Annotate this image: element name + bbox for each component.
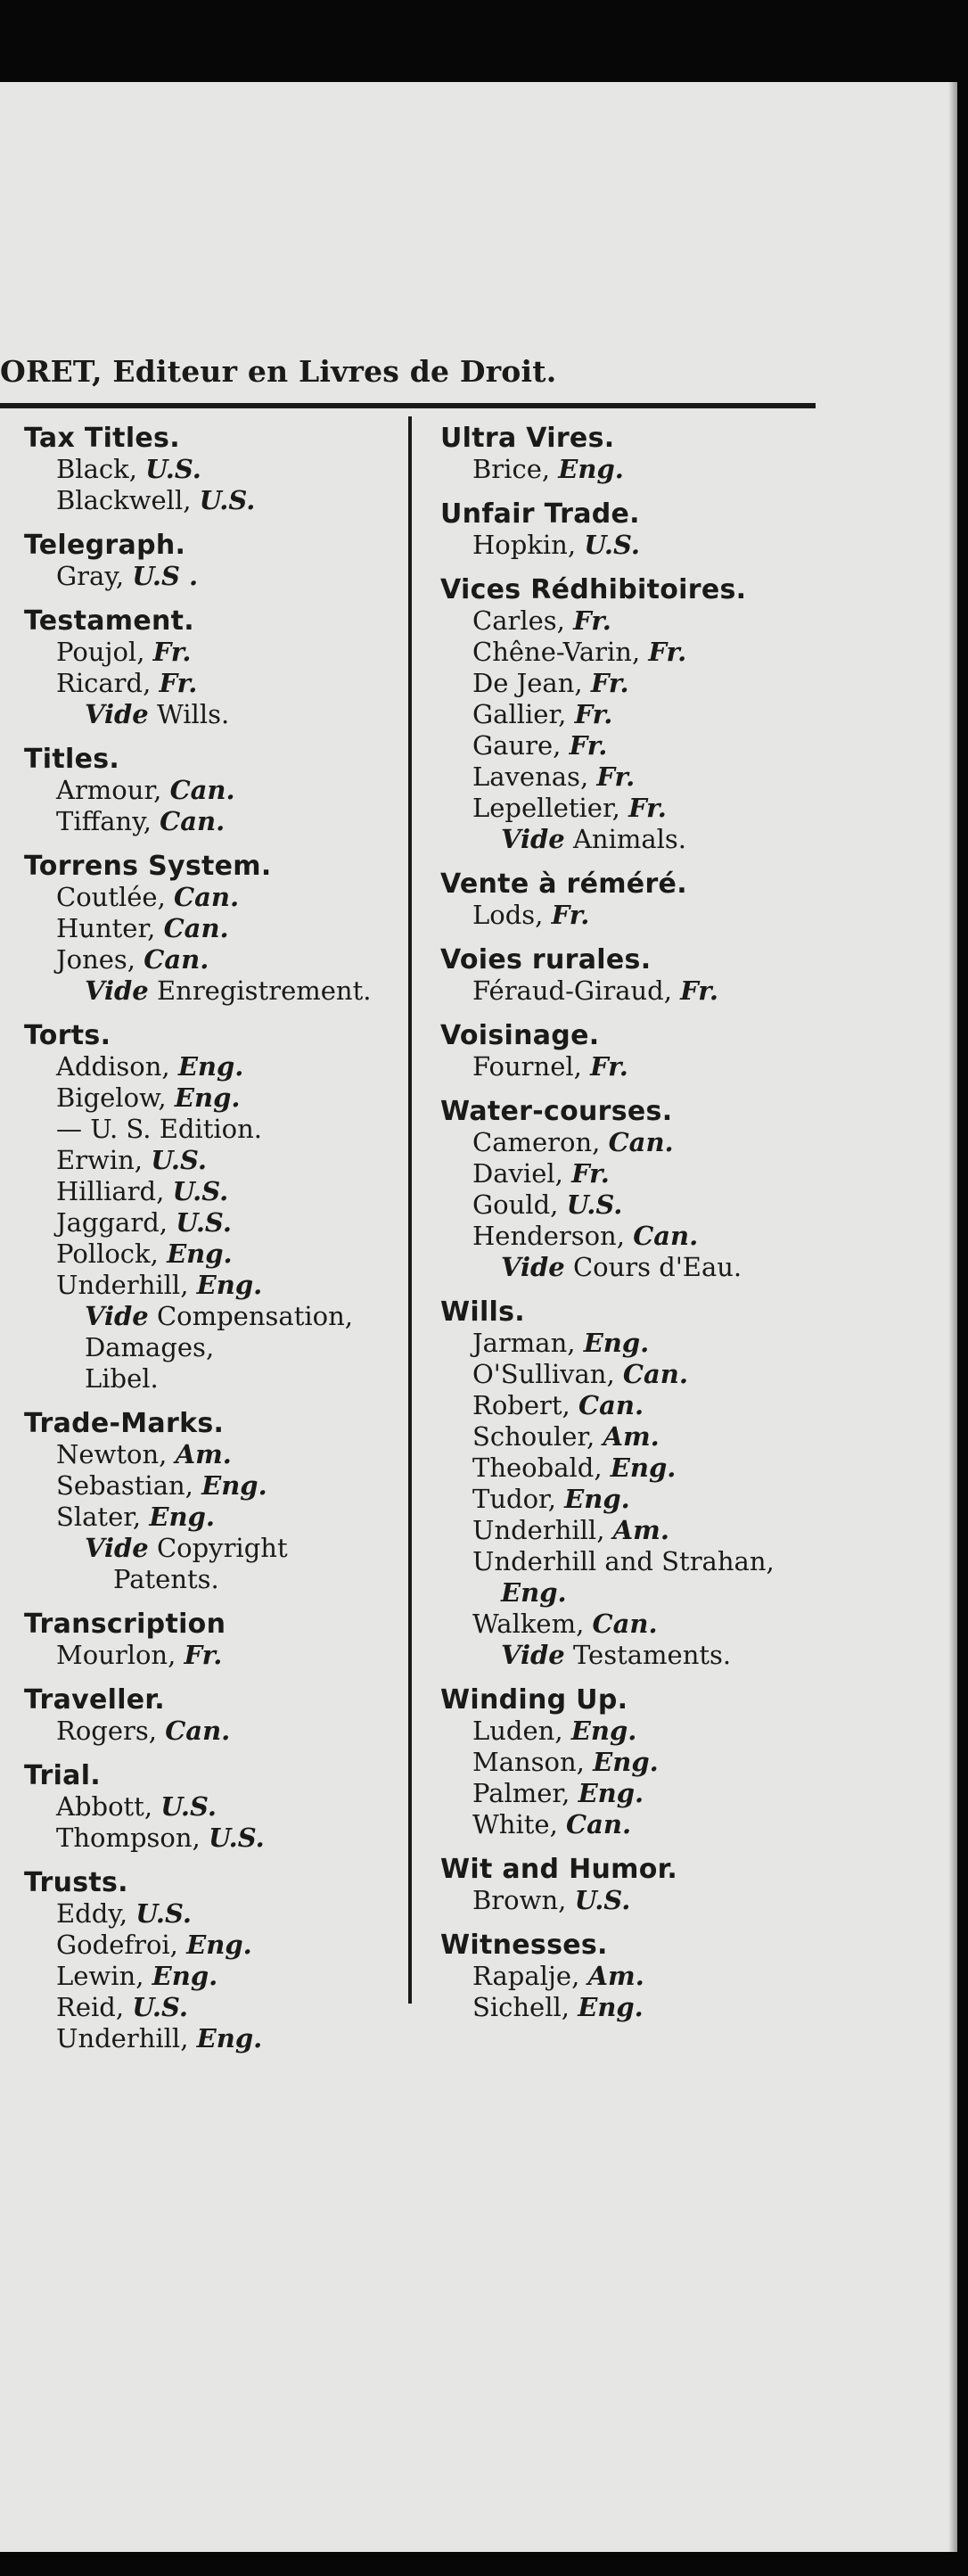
- author-reference: [440, 1328, 815, 1359]
- jurisdiction: Fr.: [680, 975, 718, 1006]
- author-name: Godefroi,: [56, 1930, 178, 1960]
- author-reference: [24, 1823, 398, 1854]
- author-name: Armour,: [56, 775, 162, 805]
- author-name: O'Sullivan,: [472, 1359, 615, 1389]
- jurisdiction: Fr.: [159, 668, 198, 698]
- author-reference: [440, 530, 815, 561]
- index-entry: [24, 851, 398, 1007]
- column-divider: [408, 416, 412, 2004]
- jurisdiction: U.S.: [176, 1207, 232, 1238]
- author-name: Tudor,: [472, 1484, 556, 1514]
- jurisdiction: Can.: [578, 1390, 644, 1420]
- index-entry: [440, 1930, 815, 2023]
- index-entry: [24, 530, 398, 592]
- author-reference: [24, 1114, 398, 1145]
- author-name: Robert,: [472, 1390, 570, 1420]
- entry-heading: Traveller.: [24, 1684, 165, 1716]
- author-reference: [24, 1270, 398, 1301]
- page-edge: [948, 82, 957, 2552]
- author-reference: [440, 900, 815, 931]
- author-reference: [440, 454, 815, 485]
- entry-heading: Tax Titles.: [24, 423, 180, 454]
- vide-label: Vide: [85, 1301, 149, 1331]
- author-name: Ricard,: [56, 668, 152, 698]
- author-reference: [440, 1421, 815, 1453]
- jurisdiction: U.S.: [145, 454, 201, 484]
- author-reference: [24, 944, 398, 975]
- vide-label: Vide: [85, 699, 149, 729]
- author-name: Tiffany,: [56, 806, 152, 836]
- author-reference: [24, 913, 398, 944]
- author-name: Reid,: [56, 1992, 125, 2022]
- author-reference: [440, 1992, 815, 2023]
- author-name: Jarman,: [472, 1328, 576, 1358]
- entry-heading: Vente à réméré.: [440, 868, 687, 900]
- author-reference: [24, 1051, 398, 1082]
- author-name: Hopkin,: [472, 530, 577, 560]
- author-reference: [24, 1930, 398, 1961]
- author-name: Black,: [56, 454, 137, 484]
- author-reference: [24, 775, 398, 806]
- entry-heading: Testament.: [24, 605, 194, 637]
- author-name: Newton,: [56, 1439, 168, 1469]
- author-reference: [440, 1221, 815, 1252]
- entry-heading: Torrens System.: [24, 851, 272, 882]
- author-name: De Jean,: [472, 668, 583, 698]
- author-reference: [440, 1577, 815, 1609]
- author-name: Damages,: [85, 1332, 215, 1362]
- index-entry: [24, 423, 398, 516]
- author-name: Addison,: [56, 1051, 170, 1082]
- author-reference: [440, 1961, 815, 1992]
- jurisdiction: U.S.: [151, 1145, 207, 1175]
- jurisdiction: Can.: [622, 1359, 688, 1389]
- entry-heading: Voies rurales.: [440, 944, 652, 975]
- author-name: Sichell,: [472, 1992, 570, 2022]
- author-name: Schouler,: [472, 1421, 595, 1452]
- jurisdiction: Am.: [612, 1515, 669, 1545]
- author-reference: [24, 1470, 398, 1502]
- jurisdiction: Eng.: [196, 1270, 263, 1300]
- cross-reference: [440, 1640, 815, 1671]
- jurisdiction: Can.: [165, 1716, 231, 1746]
- index-entry: [24, 1408, 398, 1595]
- index-entry: [24, 1609, 398, 1671]
- author-name: Sebastian,: [56, 1470, 193, 1501]
- jurisdiction: Eng.: [610, 1453, 677, 1483]
- cross-reference: [24, 699, 398, 730]
- jurisdiction: Fr.: [569, 730, 608, 761]
- index-entry: [440, 574, 815, 855]
- vide-target: Wills.: [156, 699, 230, 729]
- author-reference: [24, 1992, 398, 2023]
- author-reference: [24, 1502, 398, 1533]
- index-entry: [24, 744, 398, 837]
- jurisdiction: Eng.: [186, 1930, 252, 1960]
- jurisdiction: Eng.: [149, 1502, 215, 1532]
- author-name: Thompson,: [56, 1823, 201, 1853]
- author-reference: [24, 1898, 398, 1930]
- jurisdiction: Eng.: [167, 1239, 233, 1269]
- vide-target: Enregistrement.: [156, 975, 372, 1006]
- jurisdiction: Eng.: [593, 1747, 659, 1777]
- jurisdiction: Can.: [160, 806, 226, 836]
- author-name: Eddy,: [56, 1898, 128, 1929]
- author-reference: [24, 1239, 398, 1270]
- vide-label: Vide: [85, 975, 149, 1006]
- author-reference: [440, 1778, 815, 1809]
- author-name: Gould,: [472, 1189, 559, 1220]
- jurisdiction: Eng.: [578, 1778, 644, 1808]
- author-name: Slater,: [56, 1502, 142, 1532]
- jurisdiction: Am.: [175, 1439, 232, 1469]
- vide-label: Vide: [501, 824, 565, 854]
- vide-label: Vide: [501, 1640, 565, 1670]
- author-reference: [440, 1716, 815, 1747]
- author-name: Gallier,: [472, 699, 567, 729]
- jurisdiction: Fr.: [590, 668, 629, 698]
- right-column: [440, 423, 815, 2037]
- author-reference: [440, 1189, 815, 1221]
- author-reference: [440, 1453, 815, 1484]
- author-name: Henderson,: [472, 1221, 625, 1251]
- entry-heading: Witnesses.: [440, 1930, 608, 1961]
- author-name: Rogers,: [56, 1716, 157, 1746]
- author-name: Mourlon,: [56, 1640, 176, 1670]
- author-name: Jaggard,: [56, 1207, 168, 1238]
- author-reference: [440, 699, 815, 730]
- header-rule: [0, 403, 816, 408]
- page-header: ORET, Editeur en Livres de Droit.: [0, 354, 557, 389]
- jurisdiction: Fr.: [590, 1051, 628, 1082]
- author-name: Hilliard,: [56, 1176, 165, 1206]
- author-name: Walkem,: [472, 1609, 585, 1639]
- author-reference: [24, 1640, 398, 1671]
- author-reference: [440, 1609, 815, 1640]
- author-name: Manson,: [472, 1747, 585, 1777]
- author-reference: [440, 1390, 815, 1421]
- entry-heading: Voisinage.: [440, 1020, 600, 1051]
- author-name: Erwin,: [56, 1145, 144, 1175]
- entry-heading: Trial.: [24, 1760, 101, 1791]
- author-name: Gaure,: [472, 730, 562, 761]
- jurisdiction: Can.: [608, 1127, 674, 1157]
- index-entry: [440, 498, 815, 561]
- author-name: Brown,: [472, 1885, 567, 1915]
- author-reference: [24, 2023, 398, 2054]
- entry-heading: Telegraph.: [24, 530, 186, 561]
- jurisdiction: Can.: [633, 1221, 699, 1251]
- jurisdiction: U.S.: [132, 1992, 189, 2022]
- jurisdiction: Fr.: [152, 637, 192, 667]
- jurisdiction: Eng.: [152, 1961, 218, 1991]
- entry-heading: Torts.: [24, 1020, 111, 1051]
- author-name: Libel.: [85, 1363, 159, 1394]
- author-reference: [440, 761, 815, 793]
- author-name: Féraud-Giraud,: [472, 975, 672, 1006]
- jurisdiction: U.S .: [132, 561, 199, 591]
- vide-target: Compensation,: [156, 1301, 353, 1331]
- jurisdiction: Fr.: [628, 793, 667, 823]
- author-reference: [24, 1332, 398, 1363]
- entry-heading: Transcription: [24, 1609, 226, 1640]
- author-reference: [440, 1885, 815, 1916]
- author-reference: [440, 668, 815, 699]
- index-entry: [440, 944, 815, 1007]
- jurisdiction: Eng.: [201, 1470, 267, 1501]
- author-name: Carles,: [472, 605, 565, 636]
- entry-heading: Water-courses.: [440, 1096, 673, 1127]
- author-name: Gray,: [56, 561, 125, 591]
- jurisdiction: Eng.: [501, 1577, 567, 1608]
- author-name: Palmer,: [472, 1778, 570, 1808]
- index-entry: [24, 1760, 398, 1854]
- jurisdiction: Eng.: [174, 1082, 241, 1113]
- author-name: Pollock,: [56, 1239, 159, 1269]
- vide-target: Cours d'Eau.: [572, 1252, 742, 1282]
- author-reference: [24, 1791, 398, 1823]
- author-name: Lods,: [472, 900, 544, 930]
- left-column: [24, 423, 398, 2068]
- jurisdiction: Fr.: [571, 1158, 610, 1189]
- entry-heading: Titles.: [24, 744, 120, 775]
- entry-heading: Trusts.: [24, 1867, 128, 1898]
- author-reference: [24, 1564, 398, 1595]
- jurisdiction: U.S.: [566, 1189, 623, 1220]
- entry-heading: Unfair Trade.: [440, 498, 640, 530]
- author-name: Luden,: [472, 1716, 563, 1746]
- jurisdiction: Eng.: [578, 1992, 644, 2022]
- jurisdiction: Eng.: [583, 1328, 650, 1358]
- jurisdiction: Eng.: [196, 2023, 263, 2053]
- jurisdiction: Eng.: [177, 1051, 244, 1082]
- vide-label: Vide: [501, 1252, 565, 1282]
- index-entry: [440, 1296, 815, 1671]
- jurisdiction: U.S.: [160, 1791, 217, 1822]
- author-reference: [24, 668, 398, 699]
- author-reference: [24, 454, 398, 485]
- cross-reference: [440, 824, 815, 855]
- author-reference: [440, 1484, 815, 1515]
- author-reference: [440, 1359, 815, 1390]
- author-name: Rapalje,: [472, 1961, 580, 1991]
- author-name: Underhill,: [56, 1270, 189, 1300]
- author-name: Hunter,: [56, 913, 156, 943]
- jurisdiction: U.S.: [199, 485, 256, 515]
- author-reference: [24, 1363, 398, 1395]
- catalog-page: [0, 82, 957, 2552]
- author-reference: [24, 485, 398, 516]
- author-name: Underhill and Strahan,: [472, 1546, 775, 1576]
- author-name: Bigelow,: [56, 1082, 167, 1113]
- jurisdiction: Eng.: [570, 1716, 637, 1746]
- author-name: Lewin,: [56, 1961, 144, 1991]
- author-name: Jones,: [56, 944, 136, 975]
- cross-reference: [440, 1252, 815, 1283]
- author-reference: [24, 806, 398, 837]
- jurisdiction: Fr.: [648, 637, 687, 667]
- author-reference: [24, 561, 398, 592]
- jurisdiction: Can.: [566, 1809, 632, 1839]
- jurisdiction: Fr.: [184, 1640, 223, 1670]
- author-reference: [440, 1158, 815, 1189]
- author-reference: [24, 1961, 398, 1992]
- cross-reference: [24, 975, 398, 1007]
- index-entry: [24, 1684, 398, 1747]
- vide-label: Vide: [85, 1533, 149, 1563]
- jurisdiction: U.S.: [209, 1823, 265, 1853]
- author-reference: [440, 637, 815, 668]
- author-reference: [440, 730, 815, 761]
- entry-heading: Ultra Vires.: [440, 423, 615, 454]
- jurisdiction: Can.: [592, 1609, 658, 1639]
- author-reference: [440, 1809, 815, 1840]
- author-name: Fournel,: [472, 1051, 582, 1082]
- author-name: Daviel,: [472, 1158, 563, 1189]
- author-reference: [440, 605, 815, 637]
- jurisdiction: U.S.: [172, 1176, 229, 1206]
- index-entry: [440, 1096, 815, 1283]
- jurisdiction: Eng.: [564, 1484, 630, 1514]
- author-name: Abbott,: [56, 1791, 153, 1822]
- jurisdiction: Am.: [587, 1961, 644, 1991]
- jurisdiction: Am.: [603, 1421, 660, 1452]
- index-entry: [440, 1854, 815, 1916]
- entry-heading: Winding Up.: [440, 1684, 628, 1716]
- entry-heading: Trade-Marks.: [24, 1408, 225, 1439]
- jurisdiction: Can.: [174, 882, 240, 912]
- jurisdiction: U.S.: [135, 1898, 193, 1929]
- author-reference: [440, 1127, 815, 1158]
- jurisdiction: Fr.: [551, 900, 590, 930]
- cross-reference: [24, 1301, 398, 1332]
- author-reference: [24, 1145, 398, 1176]
- author-name: Blackwell,: [56, 485, 192, 515]
- author-name: Brice,: [472, 454, 551, 484]
- jurisdiction: Fr.: [596, 761, 636, 792]
- author-reference: [440, 975, 815, 1007]
- jurisdiction: Can.: [163, 913, 229, 943]
- author-name: White,: [472, 1809, 558, 1839]
- index-entry: [24, 1867, 398, 2054]
- jurisdiction: U.S.: [584, 530, 641, 560]
- index-entry: [440, 1020, 815, 1082]
- entry-heading: Wit and Humor.: [440, 1854, 678, 1885]
- author-reference: [24, 1082, 398, 1114]
- entry-heading: Wills.: [440, 1296, 525, 1328]
- jurisdiction: Can.: [144, 944, 209, 975]
- author-name: Coutlée,: [56, 882, 166, 912]
- index-entry: [440, 1684, 815, 1840]
- jurisdiction: Fr.: [574, 699, 613, 729]
- jurisdiction: Fr.: [573, 605, 611, 636]
- vide-target: Testaments.: [572, 1640, 732, 1670]
- author-reference: [24, 1207, 398, 1239]
- index-entry: [24, 605, 398, 730]
- author-name: Theobald,: [472, 1453, 603, 1483]
- vide-target: Copyright: [156, 1533, 288, 1563]
- author-name: Cameron,: [472, 1127, 601, 1157]
- entry-heading: Vices Rédhibitoires.: [440, 574, 747, 605]
- author-reference: [24, 882, 398, 913]
- author-name: Poujol,: [56, 637, 145, 667]
- index-entry: [440, 423, 815, 485]
- author-name: Lavenas,: [472, 761, 589, 792]
- author-name: Patents.: [113, 1564, 219, 1594]
- author-reference: [440, 1051, 815, 1082]
- jurisdiction: Can.: [169, 775, 235, 805]
- author-name: Underhill,: [472, 1515, 605, 1545]
- index-entry: [440, 868, 815, 931]
- index-entry: [24, 1020, 398, 1395]
- jurisdiction: Eng.: [558, 454, 624, 484]
- cross-reference: [24, 1533, 398, 1564]
- author-reference: [440, 793, 815, 824]
- author-reference: [24, 1439, 398, 1470]
- author-reference: [440, 1747, 815, 1778]
- author-reference: [440, 1546, 815, 1577]
- author-reference: [24, 1176, 398, 1207]
- author-name: Lepelletier,: [472, 793, 620, 823]
- author-reference: [24, 1716, 398, 1747]
- author-reference: [24, 637, 398, 668]
- jurisdiction: U.S.: [574, 1885, 631, 1915]
- author-name: Underhill,: [56, 2023, 189, 2053]
- vide-target: Animals.: [572, 824, 687, 854]
- author-reference: [440, 1515, 815, 1546]
- author-name: — U. S. Edition.: [56, 1114, 262, 1144]
- author-name: Chêne-Varin,: [472, 637, 641, 667]
